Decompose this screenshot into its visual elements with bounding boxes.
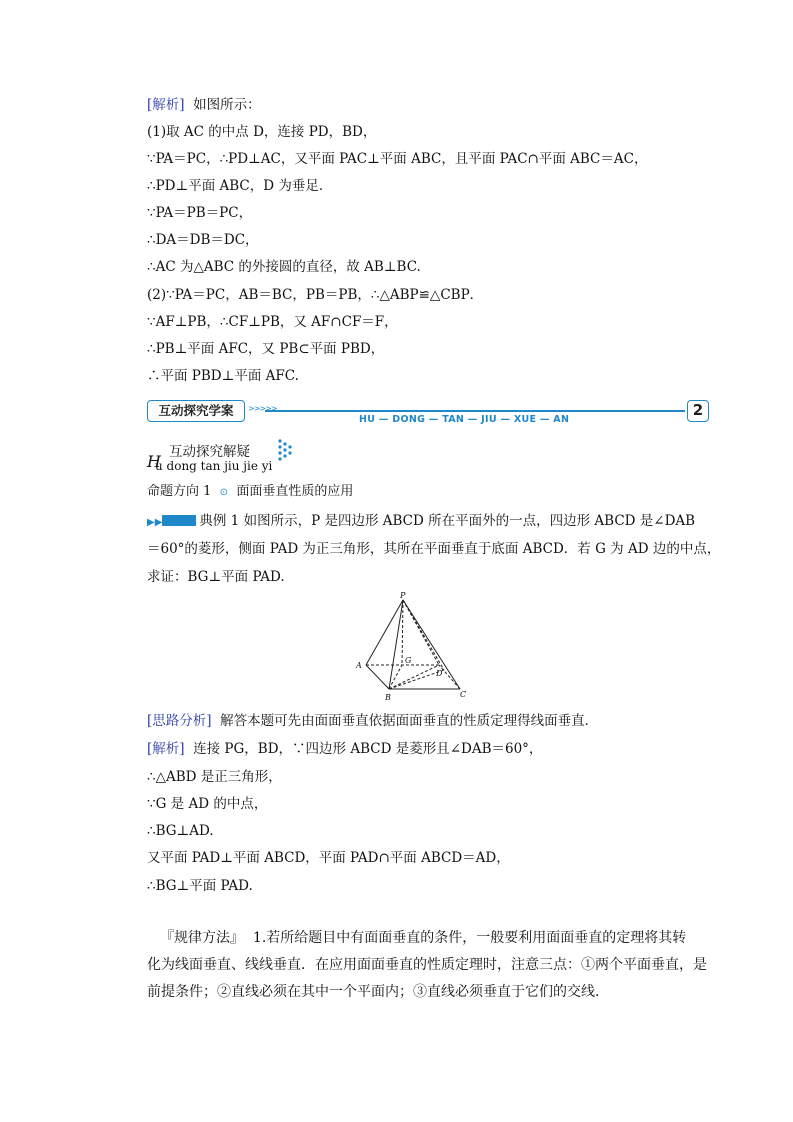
example-text: 如图所示，P 是四边形 ABCD 所在平面外的一点，四边形 ABCD 是∠DAB (243, 513, 696, 529)
solution1-line: ∴DA＝DB＝DC， (147, 232, 259, 248)
direction-text: 面面垂直性质的应用 (236, 484, 354, 499)
example-label: 典例 1 (199, 513, 240, 529)
method-line-3: 前提条件；②直线必须在其中一个平面内；③直线必须垂直于它们的交线． (147, 984, 609, 1000)
solution2-line: ∴△ABD 是正三角形， (147, 769, 282, 785)
solution1-tag: [解析] (147, 97, 185, 113)
figure-label-c: C (460, 690, 467, 699)
analysis-tag: [思路分析] (147, 713, 212, 729)
solution1-line: (1)取 AC 的中点 D，连接 PD，BD， (147, 124, 377, 140)
solution2-first-line (147, 740, 542, 758)
solution2-line: ∴BG⊥AD. (147, 823, 214, 839)
figure-label-a: A (356, 661, 362, 670)
example-bar-icon (162, 515, 196, 526)
solution1-line: ∴AC 为△ABC 的外接圆的直径，故 AB⊥BC. (147, 259, 421, 275)
method-text: 1.若所给题目中有面面垂直的条件，一般要利用面面垂直的定理将其转 (252, 930, 687, 946)
example-line-3: 求证：BG⊥平面 PAD. (147, 569, 285, 585)
subsection-initial: H (147, 452, 161, 471)
solution1-line: ∴PB⊥平面 AFC，又 PB⊂平面 PBD， (147, 341, 385, 357)
triangle-dots-icon (277, 438, 295, 466)
banner-section-number: 2 (687, 400, 709, 422)
analysis-text: 解答本题可先由面面垂直依据面面垂直的性质定理得线面垂直． (220, 713, 599, 729)
method-line-2: 化为线面垂直、线线垂直．在应用面面垂直的性质定理时，注意三点：①两个平面垂直，是 (147, 957, 707, 973)
figure-label-p: P (400, 591, 406, 600)
banner-pinyin: HU — DONG — TAN — JIU — XUE — AN (355, 414, 573, 425)
solution2-line: 又平面 PAD⊥平面 ABCD，平面 PAD∩平面 ABCD＝AD， (147, 850, 510, 866)
direction-bullet-icon: ⊙ (219, 487, 229, 498)
example-line-2: ＝60°的菱形，侧面 PAD 为正三角形，其所在平面垂直于底面 ABCD．若 G 为 AD 边的中点， (147, 541, 721, 557)
section-banner (147, 398, 709, 424)
subsection-title: 互动探究解疑 (169, 444, 250, 460)
figure-label-d: D (436, 669, 443, 678)
solution2-line: ∴BG⊥平面 PAD. (147, 878, 253, 894)
solution1-line: 如图所示： (193, 97, 261, 113)
solution1-line: ∴平面 PBD⊥平面 AFC. (147, 368, 299, 384)
solution1-line: ∵PA＝PB＝PC， (147, 205, 253, 221)
direction-label: 命题方向 1 (147, 484, 212, 499)
solution1-line: ∵PA＝PC，∴PD⊥AC，又平面 PAC⊥平面 ABC，且平面 PAC∩平面 ABC＝AC， (147, 151, 648, 167)
solution1-first-line (147, 96, 261, 114)
solution2-tag: [解析] (147, 741, 185, 757)
example-arrow-icon: ▶▶ (147, 517, 163, 528)
solution2-line: ∵G 是 AD 的中点， (147, 796, 268, 812)
direction-line (147, 483, 353, 502)
subsection-pinyin: u dong tan jiu jie yi (155, 459, 273, 473)
banner-rule (265, 410, 685, 425)
method-line-1 (160, 929, 686, 947)
solution1-line: (2)∵PA＝PC，AB＝BC，PB＝PB，∴△ABP≌△CBP． (147, 287, 484, 303)
analysis-line (147, 712, 598, 730)
method-tag: 『规律方法』 (160, 930, 244, 946)
solution2-line: 连接 PG，BD，∵四边形 ABCD 是菱形且∠DAB＝60°， (193, 741, 543, 757)
example-line-1 (147, 512, 695, 532)
solution1-line: ∵AF⊥PB，∴CF⊥PB，又 AF∩CF＝F， (147, 314, 398, 330)
banner-title: 互动探究学案 (147, 400, 245, 422)
pyramid-figure (352, 590, 472, 702)
figure-label-g: G (405, 656, 412, 665)
figure-label-b: B (385, 693, 391, 702)
banner-arrows: >>>>> (248, 404, 277, 413)
solution1-line: ∴PD⊥平面 ABC，D 为垂足． (147, 178, 333, 194)
